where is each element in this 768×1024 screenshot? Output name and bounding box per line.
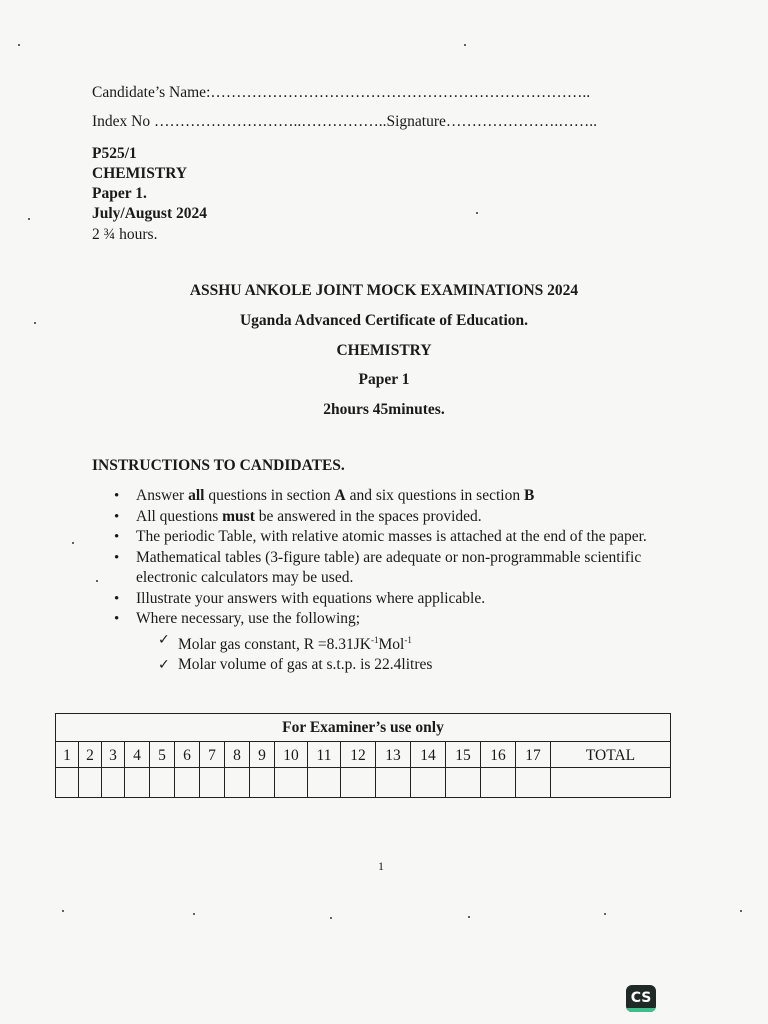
scan-speck [193,913,195,915]
certificate-title: Uganda Advanced Certificate of Education. [239,312,529,329]
scan-speck [96,580,98,582]
instructions-heading: INSTRUCTIONS TO CANDIDATES. [92,457,345,474]
paper-title: Paper 1 [358,371,410,388]
score-cell [516,768,551,798]
page-number: 1 [378,859,384,873]
score-cell [200,768,225,798]
score-cell [446,768,481,798]
exam-title: ASSHU ANKOLE JOINT MOCK EXAMINATIONS 2024 [189,282,579,299]
scan-speck [18,44,20,46]
scan-speck [62,910,64,912]
question-column-header: 6 [175,742,200,768]
question-number-row [56,742,671,768]
score-cell [175,768,200,798]
duration-title: 2hours 45minutes. [323,401,445,418]
subject-title: CHEMISTRY [336,342,432,359]
question-column-header: 10 [275,742,308,768]
question-column-header: 12 [341,742,376,768]
checkmark-item: ✓ Molar gas constant, $R =8.31JK^{-1}Mol^{-1}$ [158,630,672,656]
question-column-header: 1 [56,742,79,768]
score-cell [341,768,376,798]
score-cell [150,768,175,798]
question-column-header: 3 [102,742,125,768]
instruction-item: • The periodic Table, with relative atomic masses is attached at the end of the paper. [112,527,672,548]
scan-speck [468,916,470,918]
exam-session: July/August 2024 [92,205,207,222]
total-column-header: TOTAL [551,742,671,768]
paper-code: P525/1 [92,145,137,162]
question-column-header: 2 [79,742,102,768]
question-column-header: 8 [225,742,250,768]
paper-number: Paper 1. [92,185,147,202]
score-cell [250,768,275,798]
scan-speck [464,44,466,46]
question-column-header: 11 [308,742,341,768]
question-column-header: 16 [481,742,516,768]
score-cell [125,768,150,798]
question-column-header: 17 [516,742,551,768]
question-column-header: 7 [200,742,225,768]
instructions-list [112,486,672,676]
examiner-table-title: For Examiner’s use only [56,714,671,742]
instruction-item: • Illustrate your answers with equations where applicable. [112,589,672,610]
score-cell [56,768,79,798]
scan-speck [28,218,30,220]
scan-speck [740,910,742,912]
constants-list [136,630,672,676]
instruction-item: • All questions must be answered in the spaces provided. [112,507,672,528]
scan-speck [34,322,36,324]
candidate-name-line: Candidate’s Name:……………………………………………………………….. [92,84,591,101]
question-column-header: 13 [376,742,411,768]
question-column-header: 14 [411,742,446,768]
instruction-item: • Answer all questions in section A and six questions in section B [112,486,672,507]
scan-speck [476,212,478,214]
scan-speck [72,542,74,544]
question-column-header: 5 [150,742,175,768]
question-column-header: 9 [250,742,275,768]
index-signature-line: Index No ………………………..……………..Signature………………….…….. [92,113,598,130]
question-column-header: 4 [125,742,150,768]
score-row [56,768,671,798]
score-cell [102,768,125,798]
score-cell [308,768,341,798]
score-cell [79,768,102,798]
exam-duration: 2 ¾ hours. [92,226,158,243]
score-cell [481,768,516,798]
scan-speck [330,917,332,919]
examiner-table [55,713,671,798]
camscanner-logo: CS [626,985,656,1012]
score-cell [275,768,308,798]
score-cell [551,768,671,798]
subject-header: CHEMISTRY [92,165,188,182]
question-column-header: 15 [446,742,481,768]
scan-speck [604,913,606,915]
instruction-item: • Where necessary, use the following; ✓ Molar gas constant, $R =8.31JK^{-1}Mol^{-1}$ ✓ Molar volume of gas at s.t.p. is 22.4litres [112,609,672,676]
checkmark-item: ✓ Molar volume of gas at s.t.p. is 22.4litres [158,655,672,676]
score-cell [225,768,250,798]
score-cell [411,768,446,798]
score-cell [376,768,411,798]
instruction-item: • Mathematical tables (3-figure table) are adequate or non-programmable scientific electronic calculators may be used. [112,548,672,589]
